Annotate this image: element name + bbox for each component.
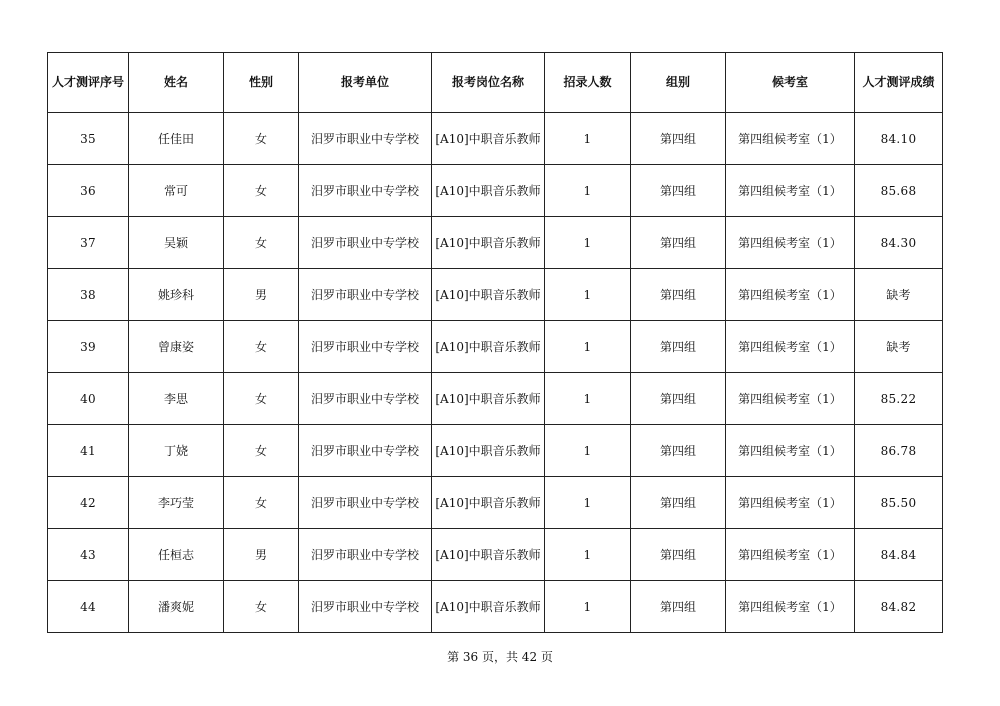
cell-gender: 女	[224, 321, 299, 373]
table-row	[48, 477, 943, 529]
header-cell-unit: 报考单位	[299, 53, 432, 113]
cell-waiting-room: 第四组候考室（1）	[726, 269, 855, 321]
table-body	[48, 113, 943, 633]
table-row	[48, 269, 943, 321]
cell-unit: 汨罗市职业中专学校	[299, 113, 432, 165]
cell-group: 第四组	[631, 113, 726, 165]
cell-score: 缺考	[855, 321, 943, 373]
cell-group: 第四组	[631, 269, 726, 321]
cell-seq: 39	[48, 321, 129, 373]
table-row	[48, 217, 943, 269]
cell-seq: 35	[48, 113, 129, 165]
cell-score: 84.10	[855, 113, 943, 165]
cell-quota: 1	[545, 321, 631, 373]
cell-quota: 1	[545, 581, 631, 633]
cell-waiting-room: 第四组候考室（1）	[726, 425, 855, 477]
cell-group: 第四组	[631, 581, 726, 633]
cell-unit: 汨罗市职业中专学校	[299, 165, 432, 217]
cell-position: [A10]中职音乐教师	[432, 425, 545, 477]
cell-group: 第四组	[631, 373, 726, 425]
cell-position: [A10]中职音乐教师	[432, 581, 545, 633]
cell-name: 吴颖	[129, 217, 224, 269]
cell-unit: 汨罗市职业中专学校	[299, 581, 432, 633]
cell-seq: 44	[48, 581, 129, 633]
cell-score: 85.22	[855, 373, 943, 425]
cell-quota: 1	[545, 477, 631, 529]
cell-score: 86.78	[855, 425, 943, 477]
cell-score: 84.82	[855, 581, 943, 633]
cell-quota: 1	[545, 529, 631, 581]
cell-unit: 汨罗市职业中专学校	[299, 373, 432, 425]
cell-quota: 1	[545, 217, 631, 269]
table-row	[48, 165, 943, 217]
table-row	[48, 373, 943, 425]
cell-gender: 女	[224, 373, 299, 425]
cell-gender: 女	[224, 477, 299, 529]
header-cell-gender: 性别	[224, 53, 299, 113]
cell-name: 李思	[129, 373, 224, 425]
cell-unit: 汨罗市职业中专学校	[299, 529, 432, 581]
cell-unit: 汨罗市职业中专学校	[299, 477, 432, 529]
cell-gender: 女	[224, 113, 299, 165]
cell-score: 84.84	[855, 529, 943, 581]
cell-seq: 40	[48, 373, 129, 425]
cell-position: [A10]中职音乐教师	[432, 529, 545, 581]
cell-quota: 1	[545, 425, 631, 477]
cell-gender: 女	[224, 581, 299, 633]
header-cell-waiting-room: 候考室	[726, 53, 855, 113]
cell-score: 缺考	[855, 269, 943, 321]
cell-gender: 女	[224, 425, 299, 477]
cell-gender: 女	[224, 217, 299, 269]
cell-group: 第四组	[631, 477, 726, 529]
page-number-text: 第 36 页，共 42 页	[447, 650, 553, 664]
cell-gender: 男	[224, 269, 299, 321]
cell-quota: 1	[545, 373, 631, 425]
cell-waiting-room: 第四组候考室（1）	[726, 581, 855, 633]
table-row	[48, 529, 943, 581]
cell-waiting-room: 第四组候考室（1）	[726, 165, 855, 217]
table-row	[48, 425, 943, 477]
header-cell-name: 姓名	[129, 53, 224, 113]
header-cell-position: 报考岗位名称	[432, 53, 545, 113]
table-row	[48, 321, 943, 373]
cell-unit: 汨罗市职业中专学校	[299, 269, 432, 321]
cell-score: 84.30	[855, 217, 943, 269]
cell-position: [A10]中职音乐教师	[432, 477, 545, 529]
cell-quota: 1	[545, 269, 631, 321]
cell-group: 第四组	[631, 321, 726, 373]
cell-position: [A10]中职音乐教师	[432, 165, 545, 217]
header-cell-group: 组别	[631, 53, 726, 113]
header-cell-score: 人才测评成绩	[855, 53, 943, 113]
cell-unit: 汨罗市职业中专学校	[299, 217, 432, 269]
cell-name: 李巧莹	[129, 477, 224, 529]
cell-seq: 38	[48, 269, 129, 321]
cell-unit: 汨罗市职业中专学校	[299, 321, 432, 373]
cell-name: 潘爽妮	[129, 581, 224, 633]
cell-unit: 汨罗市职业中专学校	[299, 425, 432, 477]
cell-position: [A10]中职音乐教师	[432, 373, 545, 425]
table-row	[48, 113, 943, 165]
cell-position: [A10]中职音乐教师	[432, 269, 545, 321]
cell-seq: 41	[48, 425, 129, 477]
cell-name: 常可	[129, 165, 224, 217]
cell-seq: 36	[48, 165, 129, 217]
cell-score: 85.68	[855, 165, 943, 217]
results-table	[47, 52, 943, 633]
cell-name: 丁娆	[129, 425, 224, 477]
table-row	[48, 581, 943, 633]
cell-position: [A10]中职音乐教师	[432, 113, 545, 165]
cell-seq: 42	[48, 477, 129, 529]
cell-seq: 43	[48, 529, 129, 581]
cell-waiting-room: 第四组候考室（1）	[726, 113, 855, 165]
cell-waiting-room: 第四组候考室（1）	[726, 373, 855, 425]
cell-waiting-room: 第四组候考室（1）	[726, 321, 855, 373]
cell-name: 姚珍科	[129, 269, 224, 321]
cell-waiting-room: 第四组候考室（1）	[726, 217, 855, 269]
cell-position: [A10]中职音乐教师	[432, 217, 545, 269]
cell-quota: 1	[545, 113, 631, 165]
cell-score: 85.50	[855, 477, 943, 529]
cell-waiting-room: 第四组候考室（1）	[726, 477, 855, 529]
cell-group: 第四组	[631, 425, 726, 477]
cell-waiting-room: 第四组候考室（1）	[726, 529, 855, 581]
cell-quota: 1	[545, 165, 631, 217]
page-footer	[0, 648, 1000, 665]
table-header-row	[48, 53, 943, 113]
cell-group: 第四组	[631, 529, 726, 581]
header-cell-seq: 人才测评序号	[48, 53, 129, 113]
cell-gender: 女	[224, 165, 299, 217]
cell-gender: 男	[224, 529, 299, 581]
cell-seq: 37	[48, 217, 129, 269]
cell-position: [A10]中职音乐教师	[432, 321, 545, 373]
cell-group: 第四组	[631, 165, 726, 217]
cell-name: 曾康姿	[129, 321, 224, 373]
cell-name: 任桓志	[129, 529, 224, 581]
cell-name: 任佳田	[129, 113, 224, 165]
header-cell-quota: 招录人数	[545, 53, 631, 113]
cell-group: 第四组	[631, 217, 726, 269]
